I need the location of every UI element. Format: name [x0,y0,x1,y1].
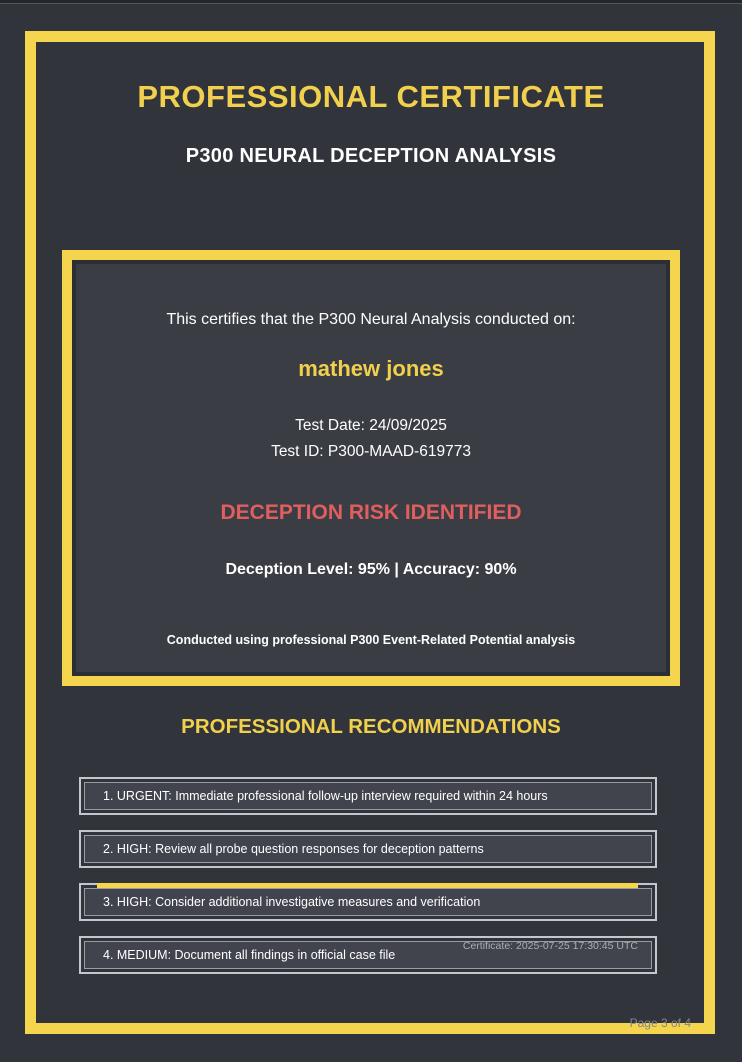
recommendation-item-2 [79,830,657,868]
recommendations-heading: PROFESSIONAL RECOMMENDATIONS [181,715,561,738]
page-number: Page 3 of 4 [629,1016,691,1030]
recommendation-item-1-text: 1. URGENT: Immediate professional follow-up interview required within 24 hours [84,782,652,810]
recommendation-item-4-text: 4. MEDIUM: Document all findings in official case file [84,941,652,969]
risk-status: DECEPTION RISK IDENTIFIED [220,501,522,524]
recommendation-item-3 [79,883,657,921]
recommendation-item-1 [79,777,657,815]
certifies-line: This certifies that the P300 Neural Analysis conducted on: [166,311,576,328]
test-id: Test ID: P300-MAAD-619773 [271,443,471,460]
method-note: Conducted using professional P300 Event-Related Potential analysis [166,633,576,647]
recommendation-item-3-text: 3. HIGH: Consider additional investigative measures and verification [84,888,652,916]
test-date: Test Date: 24/09/2025 [295,417,447,434]
certificate-title: PROFESSIONAL CERTIFICATE [137,79,605,114]
certificate-timestamp: Certificate: 2025-07-25 17:30:45 UTC [462,940,638,952]
recommendation-item-2-text: 2. HIGH: Review all probe question responses for deception patterns [84,835,652,863]
window-top-edge [0,0,742,4]
certificate-panel [62,250,680,686]
deception-metrics: Deception Level: 95% | Accuracy: 90% [225,561,517,578]
certificate-subtitle: P300 NEURAL DECEPTION ANALYSIS [185,145,557,167]
subject-name: mathew jones [298,356,444,381]
yellow-highlight-bar [97,883,638,888]
